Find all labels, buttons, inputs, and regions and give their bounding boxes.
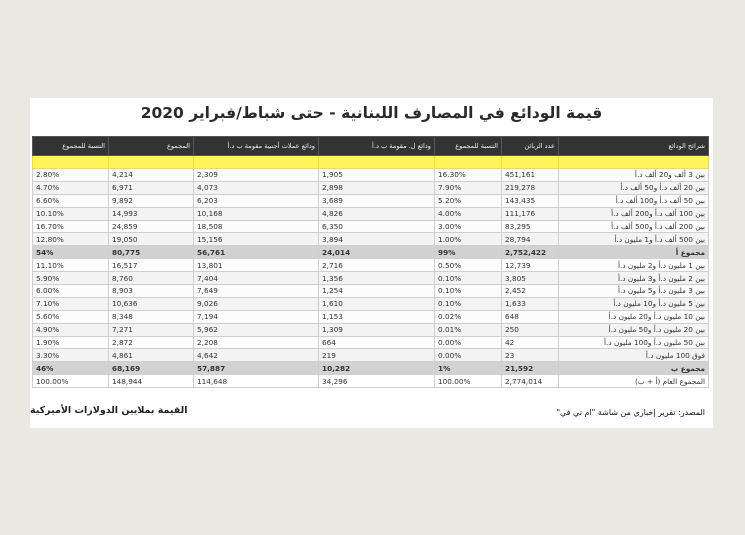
highlight-row [33, 156, 709, 169]
table-cell: 100.00% [33, 375, 109, 388]
table-cell: 6,971 [109, 181, 194, 194]
table-cell: 14,993 [109, 207, 194, 220]
table-cell: 5.20% [435, 194, 502, 207]
table-cell: 2,716 [319, 259, 435, 272]
row-label [559, 156, 709, 169]
table-cell: 12.80% [33, 233, 109, 246]
table-cell: 0.50% [435, 259, 502, 272]
table-cell: 24,014 [319, 246, 435, 259]
table-row [33, 259, 709, 272]
table-cell: 6.60% [33, 194, 109, 207]
table-cell: 6,203 [194, 194, 319, 207]
row-label: بين 20 مليون د.أ و50 مليون د.أ [559, 323, 709, 336]
table-row [33, 207, 709, 220]
table-cell: 68,169 [109, 362, 194, 375]
table-cell: 23 [502, 349, 559, 362]
table-cell: 9,892 [109, 194, 194, 207]
table-cell: 1,610 [319, 297, 435, 310]
row-label: بين 20 ألف د.أ و50 ألف د.أ [559, 181, 709, 194]
table-cell: 19,050 [109, 233, 194, 246]
table-cell: 3,894 [319, 233, 435, 246]
table-cell: 2,452 [502, 285, 559, 298]
page-title: قيمة الودائع في المصارف اللبنانية - حتى شباط/فبراير 2020 [140, 104, 603, 122]
table-cell: 8,760 [109, 272, 194, 285]
table-cell: 34,296 [319, 375, 435, 388]
row-label: مجموع ب [559, 362, 709, 375]
header-total: المجموع [109, 137, 194, 156]
table-row [33, 194, 709, 207]
subtotal-row [33, 362, 709, 375]
table-cell: 8,348 [109, 310, 194, 323]
table-cell: 1,153 [319, 310, 435, 323]
table-cell: 2,774,014 [502, 375, 559, 388]
table-cell: 24,859 [109, 220, 194, 233]
table-cell: 11.10% [33, 259, 109, 272]
table-cell [319, 156, 435, 169]
row-label: بين 1 مليون د.أ و2 مليون د.أ [559, 259, 709, 272]
table-row [33, 349, 709, 362]
table-cell: 0.01% [435, 323, 502, 336]
table-cell: 21,592 [502, 362, 559, 375]
table-cell: 15,156 [194, 233, 319, 246]
table-cell: 1,356 [319, 272, 435, 285]
header-lbp-deposits: ودائع ل. مقومة ب د.أ [319, 137, 435, 156]
table-cell: 111,176 [502, 207, 559, 220]
table-cell: 0.10% [435, 285, 502, 298]
table-cell: 54% [33, 246, 109, 259]
table-cell: 2,208 [194, 336, 319, 349]
table-cell: 16,517 [109, 259, 194, 272]
table-row [33, 169, 709, 182]
table-row [33, 310, 709, 323]
table-cell: 4,214 [109, 169, 194, 182]
table-cell: 13,801 [194, 259, 319, 272]
table-cell: 219 [319, 349, 435, 362]
row-label: بين 200 ألف د.أ و500 ألف د.أ [559, 220, 709, 233]
row-label: بين 2 مليون د.أ و3 مليون د.أ [559, 272, 709, 285]
document-page [30, 98, 713, 428]
table-cell [435, 156, 502, 169]
table-cell: 0.00% [435, 349, 502, 362]
table-cell: 7,649 [194, 285, 319, 298]
table-cell: 4,642 [194, 349, 319, 362]
table-cell: 664 [319, 336, 435, 349]
table-cell: 10.10% [33, 207, 109, 220]
header-share-clients: النسبة للمجموع [435, 137, 502, 156]
table-cell: 219,278 [502, 181, 559, 194]
table-cell [109, 156, 194, 169]
table-cell: 2,898 [319, 181, 435, 194]
table-cell: 2,752,422 [502, 246, 559, 259]
row-label: بين 50 ألف د.أ و100 ألف د.أ [559, 194, 709, 207]
table-cell [194, 156, 319, 169]
table-cell: 16.30% [435, 169, 502, 182]
row-label: مجموع أ [559, 246, 709, 259]
table-cell: 57,887 [194, 362, 319, 375]
table-cell: 3,805 [502, 272, 559, 285]
table-cell: 1% [435, 362, 502, 375]
row-label: بين 500 ألف د.أ و1 مليون د.أ [559, 233, 709, 246]
table-cell: 12,739 [502, 259, 559, 272]
table-cell: 56,761 [194, 246, 319, 259]
table-cell [33, 156, 109, 169]
table-cell: 0.10% [435, 272, 502, 285]
table-cell: 0.00% [435, 336, 502, 349]
table-cell: 4,073 [194, 181, 319, 194]
table-cell: 648 [502, 310, 559, 323]
table-cell: 99% [435, 246, 502, 259]
table-cell: 7,194 [194, 310, 319, 323]
table-row [33, 285, 709, 298]
table-cell: 46% [33, 362, 109, 375]
table-header-row [33, 137, 709, 156]
table-cell: 5,962 [194, 323, 319, 336]
row-label: بين 3 ألف و20 ألف د.أ [559, 169, 709, 182]
header-fx-deposits: ودائع عملات أجنبية مقومة ب د.أ [194, 137, 319, 156]
row-label: بين 10 مليون د.أ و20 مليون د.أ [559, 310, 709, 323]
table-cell: 451,161 [502, 169, 559, 182]
table-cell: 10,636 [109, 297, 194, 310]
table-row [33, 181, 709, 194]
table-cell: 42 [502, 336, 559, 349]
table-cell: 7,271 [109, 323, 194, 336]
table-cell: 1,905 [319, 169, 435, 182]
table-cell: 10,168 [194, 207, 319, 220]
table-row [33, 336, 709, 349]
subtotal-row [33, 246, 709, 259]
table-cell: 3,689 [319, 194, 435, 207]
table-cell: 1,633 [502, 297, 559, 310]
table-cell: 143,435 [502, 194, 559, 207]
table-cell: 0.10% [435, 297, 502, 310]
table-cell: 80,775 [109, 246, 194, 259]
grand-total-row [33, 375, 709, 388]
table-cell: 7.10% [33, 297, 109, 310]
table-cell: 4.90% [33, 323, 109, 336]
table-row [33, 297, 709, 310]
header-client-count: عدد الزبائن [502, 137, 559, 156]
row-label: بين 100 ألف د.أ و200 ألف د.أ [559, 207, 709, 220]
table-cell: 250 [502, 323, 559, 336]
table-cell: 1,309 [319, 323, 435, 336]
table-cell: 4.00% [435, 207, 502, 220]
source-note: المصدر: تقرير إخباري من شاشة "ام تي في" [556, 408, 705, 417]
table-cell: 10,282 [319, 362, 435, 375]
row-label: المجموع العام (أ + ب) [559, 375, 709, 388]
table-cell: 4.70% [33, 181, 109, 194]
table-row [33, 323, 709, 336]
table-cell: 1.00% [435, 233, 502, 246]
table-cell: 3.00% [435, 220, 502, 233]
table-cell: 1,254 [319, 285, 435, 298]
table-cell: 5.60% [33, 310, 109, 323]
table-cell: 2,872 [109, 336, 194, 349]
table-row [33, 220, 709, 233]
deposits-table [32, 136, 709, 388]
table-cell: 0.02% [435, 310, 502, 323]
header-share-total: النسبة للمجموع [33, 137, 109, 156]
table-cell: 114,648 [194, 375, 319, 388]
table-cell: 8,903 [109, 285, 194, 298]
table-cell: 1.90% [33, 336, 109, 349]
table-row [33, 272, 709, 285]
unit-note: القيمة بملايين الدولارات الأميركية [30, 405, 188, 416]
table-cell: 6.00% [33, 285, 109, 298]
table-cell: 6,350 [319, 220, 435, 233]
row-label: بين 5 مليون د.أ و10 مليون د.أ [559, 297, 709, 310]
table-cell: 148,944 [109, 375, 194, 388]
table-cell: 83,295 [502, 220, 559, 233]
table-cell: 5.90% [33, 272, 109, 285]
row-label: بين 50 مليون د.أ و100 مليون د.أ [559, 336, 709, 349]
table-cell: 7.90% [435, 181, 502, 194]
header-deposit-tiers: شرائح الودائع [559, 137, 709, 156]
table-cell: 9,026 [194, 297, 319, 310]
table-cell: 16.70% [33, 220, 109, 233]
table-cell: 4,861 [109, 349, 194, 362]
table-cell: 2,309 [194, 169, 319, 182]
table-cell: 2.80% [33, 169, 109, 182]
table-row [33, 233, 709, 246]
table-cell: 18,508 [194, 220, 319, 233]
table-cell: 28,794 [502, 233, 559, 246]
row-label: فوق 100 مليون د.أ [559, 349, 709, 362]
table-cell [502, 156, 559, 169]
table-cell: 4,826 [319, 207, 435, 220]
table-cell: 100.00% [435, 375, 502, 388]
row-label: بين 3 مليون د.أ و5 مليون د.أ [559, 285, 709, 298]
table-cell: 3.30% [33, 349, 109, 362]
table-cell: 7,404 [194, 272, 319, 285]
